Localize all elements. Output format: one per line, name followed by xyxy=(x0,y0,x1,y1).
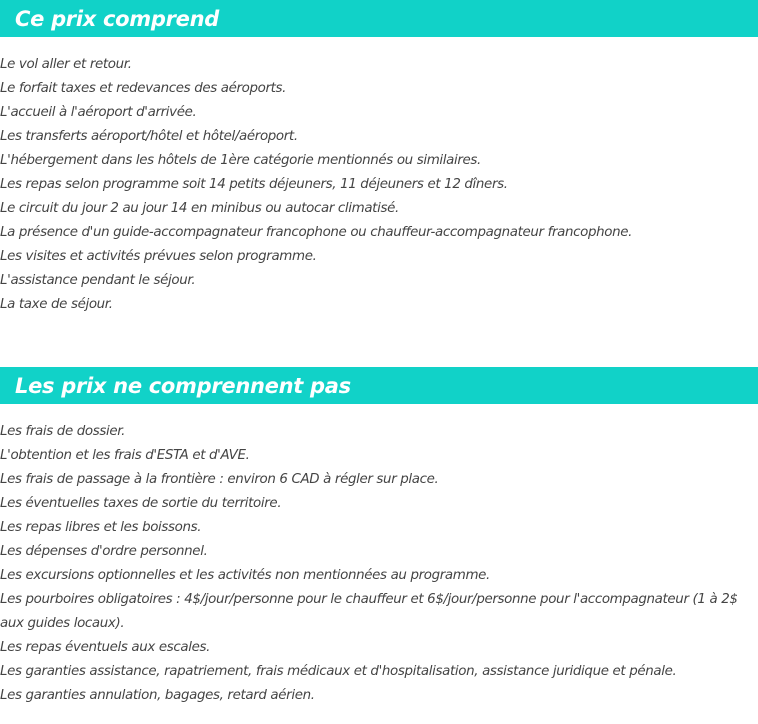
list-item: L'accueil à l'aéroport d'arrivée. xyxy=(0,105,197,120)
list-item: L'hébergement dans les hôtels de 1ère catégorie mentionnés ou similaires. xyxy=(0,153,481,168)
included-list xyxy=(0,53,758,317)
list-item: Les repas éventuels aux escales. xyxy=(0,640,211,655)
list-item: Les garanties annulation, bagages, retard aérien. xyxy=(0,688,315,703)
list-item: Les frais de passage à la frontière : environ 6 CAD à régler sur place. xyxy=(0,472,439,487)
list-item: Les frais de dossier. xyxy=(0,424,126,439)
list-item: L'assistance pendant le séjour. xyxy=(0,273,196,288)
list-item: Le circuit du jour 2 au jour 14 en minibus ou autocar climatisé. xyxy=(0,201,399,216)
list-item: Les dépenses d'ordre personnel. xyxy=(0,544,208,559)
list-item: La taxe de séjour. xyxy=(0,297,113,312)
list-item: Les excursions optionnelles et les activités non mentionnées au programme. xyxy=(0,568,490,583)
included-title: Ce prix comprend xyxy=(15,6,219,31)
list-item: La présence d'un guide-accompagnateur francophone ou chauffeur-accompagnateur francophone. xyxy=(0,225,633,240)
excluded-list xyxy=(0,420,758,708)
excluded-section xyxy=(0,367,758,708)
included-section xyxy=(0,0,758,317)
list-item: Le vol aller et retour. xyxy=(0,57,132,72)
list-item: Les pourboires obligatoires : 4$/jour/personne pour le chauffeur et 6$/jour/personne pour l'accompagnateur (1 à 2$ aux guides locaux). xyxy=(0,592,738,631)
list-item: Les garanties assistance, rapatriement, frais médicaux et d'hospitalisation, assistance juridique et pénale. xyxy=(0,664,677,679)
list-item: Les transferts aéroport/hôtel et hôtel/aéroport. xyxy=(0,129,298,144)
excluded-title: Les prix ne comprennent pas xyxy=(15,373,351,398)
list-item: Les repas selon programme soit 14 petits déjeuners, 11 déjeuners et 12 dîners. xyxy=(0,177,508,192)
excluded-header xyxy=(0,367,758,404)
list-item: Les visites et activités prévues selon programme. xyxy=(0,249,317,264)
list-item: Le forfait taxes et redevances des aéroports. xyxy=(0,81,287,96)
list-item: Les éventuelles taxes de sortie du territoire. xyxy=(0,496,282,511)
included-header xyxy=(0,0,758,37)
list-item: L'obtention et les frais d'ESTA et d'AVE. xyxy=(0,448,250,463)
list-item: Les repas libres et les boissons. xyxy=(0,520,202,535)
